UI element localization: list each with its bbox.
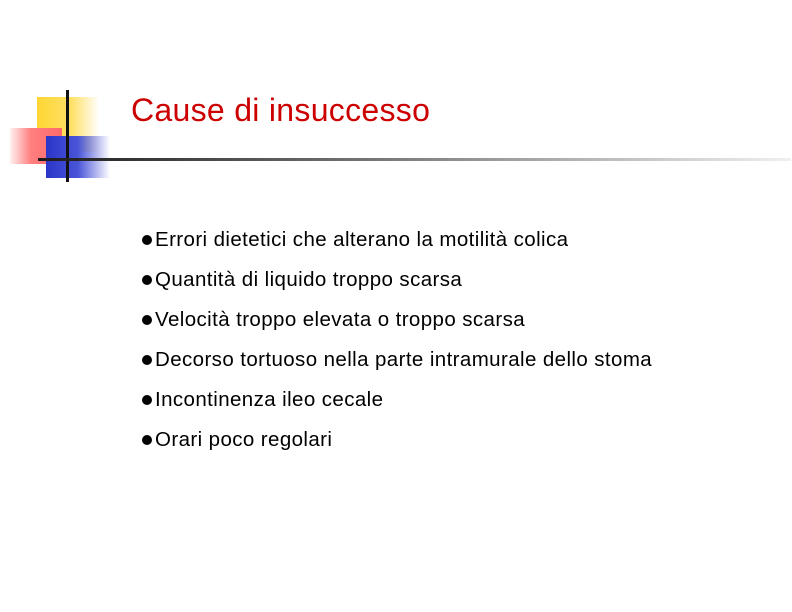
bullet-text: Incontinenza ileo cecale xyxy=(155,388,384,411)
bullet-dot-icon xyxy=(142,395,152,405)
slide-title: Cause di insuccesso xyxy=(131,92,431,128)
bullet-text: Velocità troppo elevata o troppo scarsa xyxy=(155,308,526,331)
bullet-dot-icon xyxy=(142,235,152,245)
bullet-item xyxy=(142,380,652,420)
bullet-dot-icon xyxy=(142,275,152,285)
bullet-dot-icon xyxy=(142,435,152,445)
bullet-list xyxy=(142,220,652,460)
bullet-text: Quantità di liquido troppo scarsa xyxy=(155,268,463,291)
bullet-item xyxy=(142,420,652,460)
logo-blue-square xyxy=(46,136,110,178)
title-underline xyxy=(38,158,791,161)
logo-vertical-line xyxy=(66,90,69,182)
bullet-item xyxy=(142,220,652,260)
bullet-text: Orari poco regolari xyxy=(155,428,333,451)
bullet-item xyxy=(142,340,652,380)
bullet-item xyxy=(142,300,652,340)
bullet-item xyxy=(142,260,652,300)
bullet-dot-icon xyxy=(142,355,152,365)
bullet-text: Errori dietetici che alterano la motilità colica xyxy=(155,228,569,251)
bullet-text: Decorso tortuoso nella parte intramurale dello stoma xyxy=(155,348,653,371)
bullet-dot-icon xyxy=(142,315,152,325)
